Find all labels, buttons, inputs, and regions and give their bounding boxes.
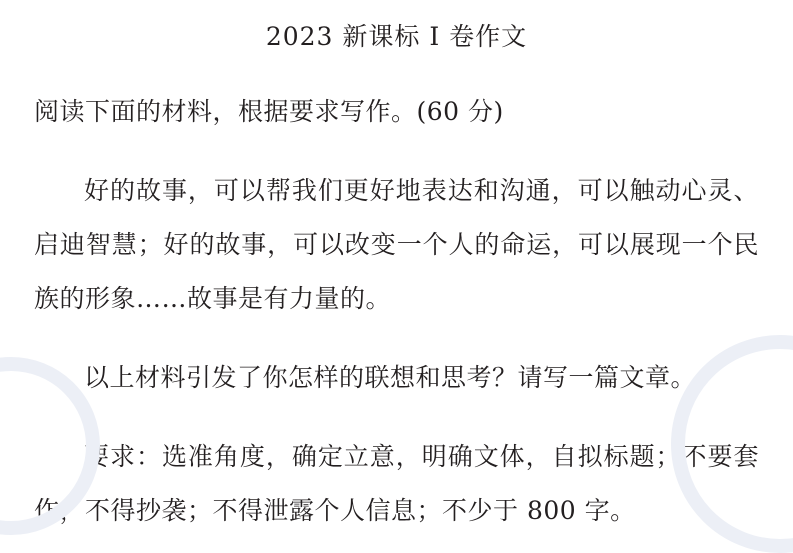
prompt-paragraph: 以上材料引发了你怎样的联想和思考？请写一篇文章。	[84, 363, 697, 392]
material-paragraph: 好的故事，可以帮我们更好地表达和沟通，可以触动心灵、启迪智慧；好的故事，可以改变一个人的命运，可以展现一个民族的形象……故事是有力量的。	[34, 176, 759, 313]
requirements-paragraph: 要求：选准角度，确定立意，明确文体，自拟标题；不要套作，不得抄袭；不得泄露个人信息；不少于 800 字。	[34, 442, 759, 525]
instruction-line: 阅读下面的材料，根据要求写作。(60 分)	[34, 97, 504, 126]
page-title: 2023 新课标 Ⅰ 卷作文	[265, 22, 528, 51]
essay-prompt-body	[34, 85, 759, 538]
